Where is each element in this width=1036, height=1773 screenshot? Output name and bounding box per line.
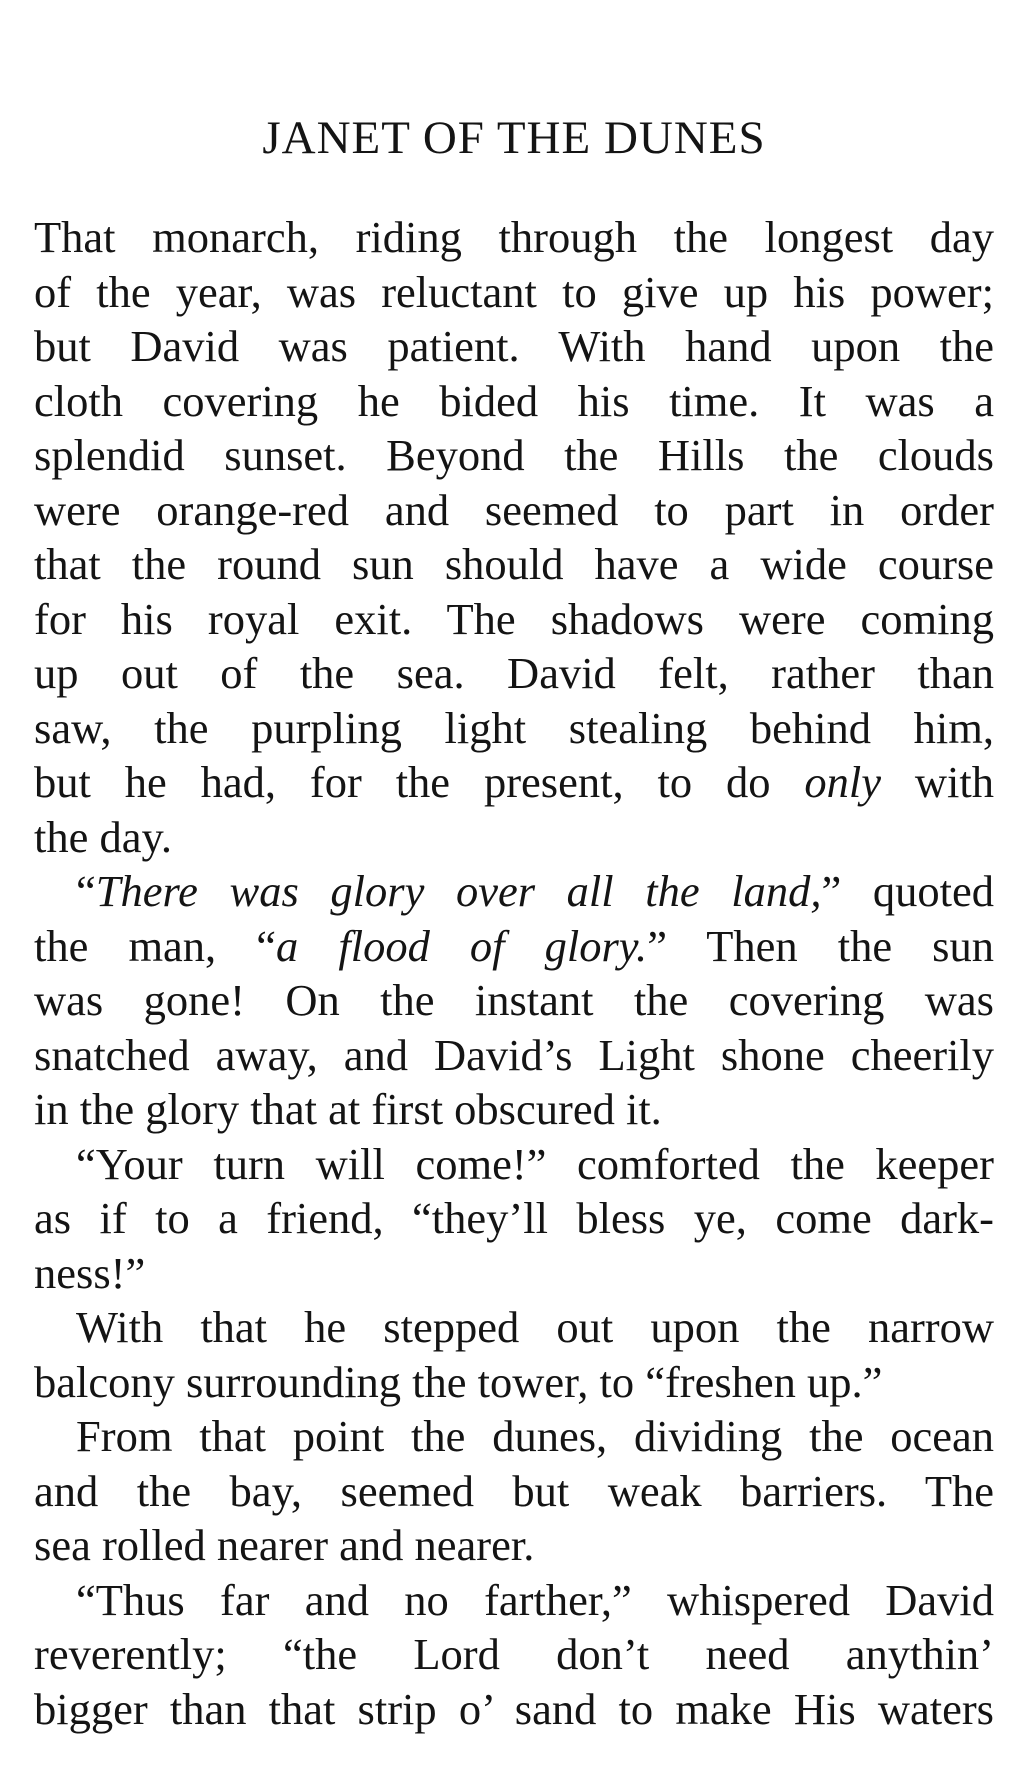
- text-line: ness!”: [34, 1247, 146, 1298]
- italic-emphasis: only: [804, 757, 881, 807]
- text-line: cloth covering he bided his time. It was a: [34, 375, 994, 426]
- text-line: [34, 864, 994, 919]
- text-line: balcony surrounding the tower, to “freshen up.”: [34, 1356, 883, 1407]
- text-line: was gone! On the instant the covering was: [34, 975, 994, 1025]
- text-line: bigger than that strip o’ sand to make His waters: [34, 1683, 994, 1734]
- text-run: the man, “: [34, 920, 277, 971]
- text-line: snatched away, and David’s Light shone cheerily: [34, 1029, 994, 1080]
- text-line: “Thus far and no farther,” whispered David: [76, 1574, 994, 1625]
- body-text: [34, 210, 994, 1736]
- text-line: in the glory that at first obscured it.: [34, 1084, 662, 1134]
- text-run: “: [76, 866, 96, 916]
- text-run: ” Then the sun: [647, 920, 994, 971]
- text-line: [34, 919, 994, 974]
- text-line: “Your turn will come!” comforted the keeper: [76, 1138, 994, 1189]
- text-line: for his royal exit. The shadows were coming: [34, 593, 994, 644]
- text-line: [34, 755, 994, 810]
- text-line: reverently; “the Lord don’t need anythin’: [34, 1629, 994, 1679]
- text-line: With that he stepped out upon the narrow: [76, 1302, 994, 1352]
- text-line: From that point the dunes, dividing the ocean: [76, 1411, 994, 1461]
- italic-quotation: a flood of glory.: [276, 920, 648, 971]
- text-line: that the round sun should have a wide course: [34, 539, 994, 589]
- italic-quotation: There was glory over all the land,: [95, 866, 822, 916]
- running-head: JANET OF THE DUNES: [262, 112, 766, 164]
- text-line: and the bay, seemed but weak barriers. The: [34, 1465, 994, 1516]
- text-line: saw, the purpling light stealing behind him,: [34, 702, 994, 753]
- text-line: of the year, was reluctant to give up his power;: [34, 266, 994, 317]
- text-run: but he had, for the present, to do: [34, 757, 805, 807]
- text-line: sea rolled nearer and nearer.: [34, 1520, 535, 1570]
- text-run: with: [880, 757, 994, 807]
- text-line: up out of the sea. David felt, rather than: [34, 648, 994, 698]
- text-line: but David was patient. With hand upon the: [34, 321, 994, 371]
- text-line: splendid sunset. Beyond the Hills the clouds: [34, 430, 994, 480]
- book-page: [34, 0, 994, 1773]
- text-line: were orange-red and seemed to part in order: [34, 484, 994, 535]
- text-run: ” quoted: [821, 866, 994, 916]
- text-line: That monarch, riding through the longest day: [34, 212, 994, 262]
- text-line: as if to a friend, “they’ll bless ye, come dark-: [34, 1193, 994, 1243]
- text-line: the day.: [34, 811, 172, 862]
